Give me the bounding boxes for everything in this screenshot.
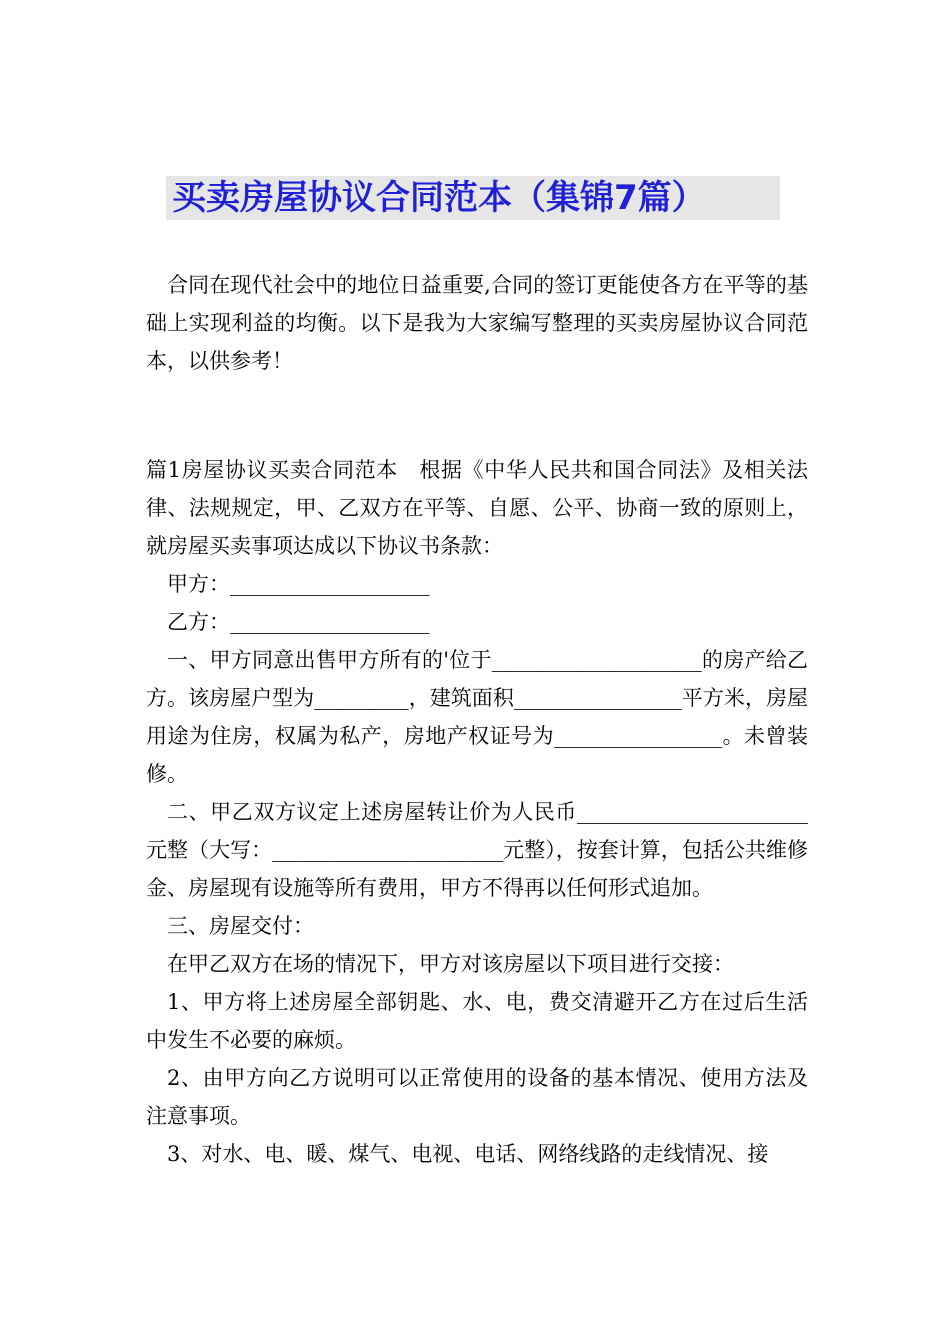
clause-3-item-3: 3、对水、电、暖、煤气、电视、电话、网络线路的走线情况、接 <box>167 1142 769 1166</box>
clause-1: 一、甲方同意出售甲方所有的'位于____________________的房产给乙方。该房屋户型为_________，建筑面积________________平方米，房屋用途为住房，权属为私产，房地产权证号为________________。未曾装修。 <box>146 648 808 786</box>
clause-2: 二、甲乙双方议定上述房屋转让价为人民币______________________元整（大写：______________________元整），按套计算，包括公共维修金、房屋现有设施等所有费用，甲方不得再以任何形式追加。 <box>146 800 808 900</box>
clause-3-item-1: 1、甲方将上述房屋全部钥匙、水、电，费交清避开乙方在过后生活中发生不必要的麻烦。 <box>146 990 808 1052</box>
clause-3-item-2: 2、由甲方向乙方说明可以正常使用的设备的基本情况、使用方法及注意事项。 <box>146 1066 808 1128</box>
party-b-line: 乙方：___________________ <box>167 610 430 634</box>
clause-3-intro: 在甲乙双方在场的情况下，甲方对该房屋以下项目进行交接： <box>167 952 734 976</box>
party-a-line: 甲方：___________________ <box>167 572 430 596</box>
intro-block <box>146 266 808 380</box>
clause-3-title: 三、房屋交付： <box>167 914 314 938</box>
document-title: 买卖房屋协议合同范本（集锦7篇） <box>172 178 706 218</box>
section-1-opening: 篇1房屋协议买卖合同范本 根据《中华人民共和国合同法》及相关法律、法规规定，甲、乙双方在平等、自愿、公平、协商一致的原则上，就房屋买卖事项达成以下协议书条款： <box>146 458 808 558</box>
intro-paragraph: 合同在现代社会中的地位日益重要,合同的签订更能使各方在平等的基础上实现利益的均衡。以下是我为大家编写整理的买卖房屋协议合同范本，以供参考！ <box>146 273 808 373</box>
section-1 <box>146 451 808 1173</box>
